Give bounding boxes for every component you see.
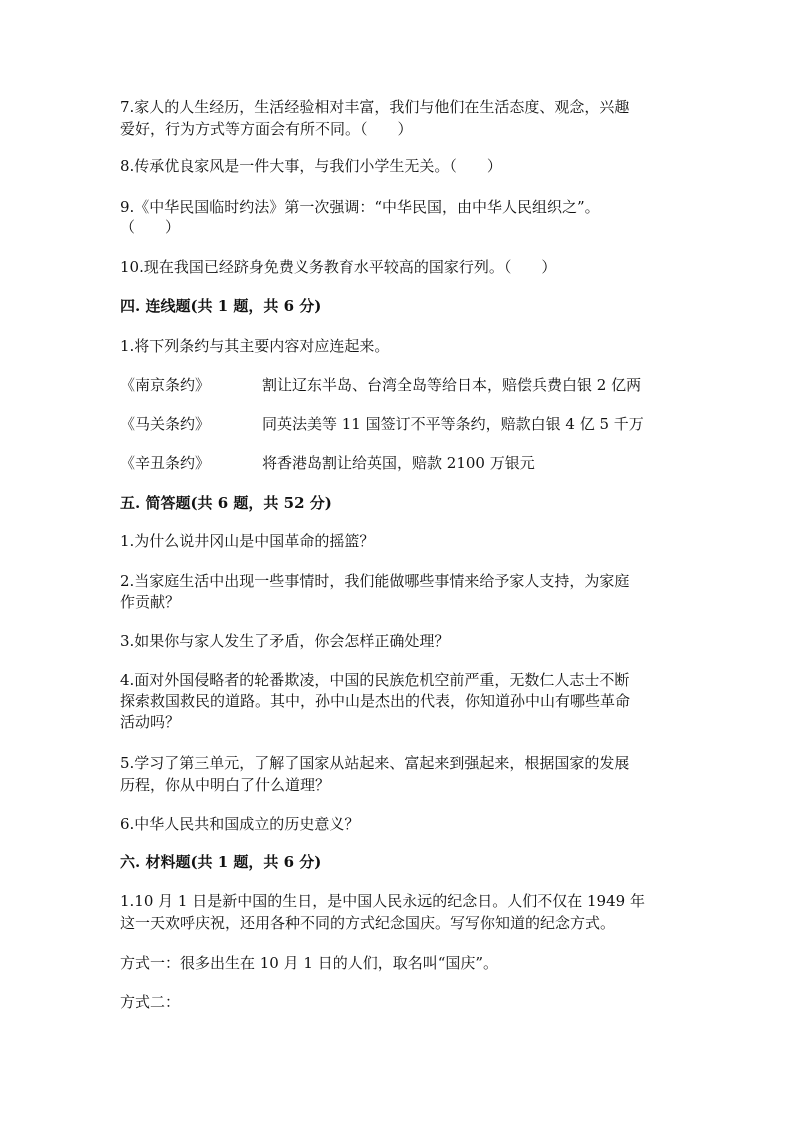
treaty-content-1: 割让辽东半岛、台湾全岛等给日本，赔偿兵费白银 2 亿两 [262, 376, 642, 394]
short-answer-2-line-1: 2.当家庭生活中出现一些事情时，我们能做哪些事情来给予家人支持，为家庭 [120, 572, 630, 590]
tf-question-10: 10.现在我国已经跻身免费义务教育水平较高的国家行列。（ ） [120, 258, 557, 276]
section-5-heading: 五. 简答题(共 6 题，共 52 分) [120, 494, 332, 512]
short-answer-2-line-2: 作贡献？ [120, 593, 181, 611]
short-answer-3: 3.如果你与家人发生了矛盾，你会怎样正确处理？ [120, 632, 450, 650]
treaty-maguan: 《马关条约》 [120, 415, 211, 433]
treaty-nanjing: 《南京条约》 [120, 376, 211, 394]
material-question-1-line-2: 这一天欢呼庆祝，还用各种不同的方式纪念国庆。写写你知道的纪念方式。 [120, 914, 616, 932]
treaty-content-2: 同英法美等 11 国签订不平等条约，赔款白银 4 亿 5 千万 [262, 415, 644, 433]
short-answer-1: 1.为什么说井冈山是中国革命的摇篮？ [120, 532, 375, 550]
treaty-xinchou: 《辛丑条约》 [120, 454, 211, 472]
commemoration-way-2: 方式二： [120, 993, 181, 1011]
section-4-heading: 四. 连线题(共 1 题，共 6 分) [120, 297, 322, 315]
tf-question-7-line-2: 爱好，行为方式等方面会有所不同。（ ） [120, 120, 413, 138]
commemoration-way-1: 方式一：很多出生在 10 月 1 日的人们，取名叫“国庆”。 [120, 954, 499, 972]
short-answer-4-line-3: 活动吗？ [120, 713, 181, 731]
matching-question-1: 1.将下列条约与其主要内容对应连起来。 [120, 337, 390, 355]
short-answer-4-line-2: 探索救国救民的道路。其中，孙中山是杰出的代表，你知道孙中山有哪些革命 [120, 692, 631, 710]
treaty-content-3: 将香港岛割让给英国，赔款 2100 万银元 [262, 454, 535, 472]
section-6-heading: 六. 材料题(共 1 题，共 6 分) [120, 853, 322, 871]
short-answer-5-line-2: 历程，你从中明白了什么道理？ [120, 776, 331, 794]
tf-question-7-line-1: 7.家人的人生经历，生活经验相对丰富，我们与他们在生活态度、观念，兴趣 [120, 98, 630, 116]
material-question-1-line-1: 1.10 月 1 日是新中国的生日，是中国人民永远的纪念日。人们不仅在 1949 年 [120, 892, 645, 910]
short-answer-5-line-1: 5.学习了第三单元，了解了国家从站起来、富起来到强起来，根据国家的发展 [120, 754, 630, 772]
tf-question-9-line-2: （ ） [120, 218, 181, 236]
tf-question-9-line-1: 9.《中华民国临时约法》第一次强调：“中华民国，由中华人民组织之”。 [120, 198, 600, 216]
short-answer-4-line-1: 4.面对外国侵略者的轮番欺凌，中国的民族危机空前严重，无数仁人志士不断 [120, 671, 630, 689]
tf-question-8: 8.传承优良家风是一件大事，与我们小学生无关。（ ） [120, 157, 502, 175]
short-answer-6: 6.中华人民共和国成立的历史意义？ [120, 815, 360, 833]
